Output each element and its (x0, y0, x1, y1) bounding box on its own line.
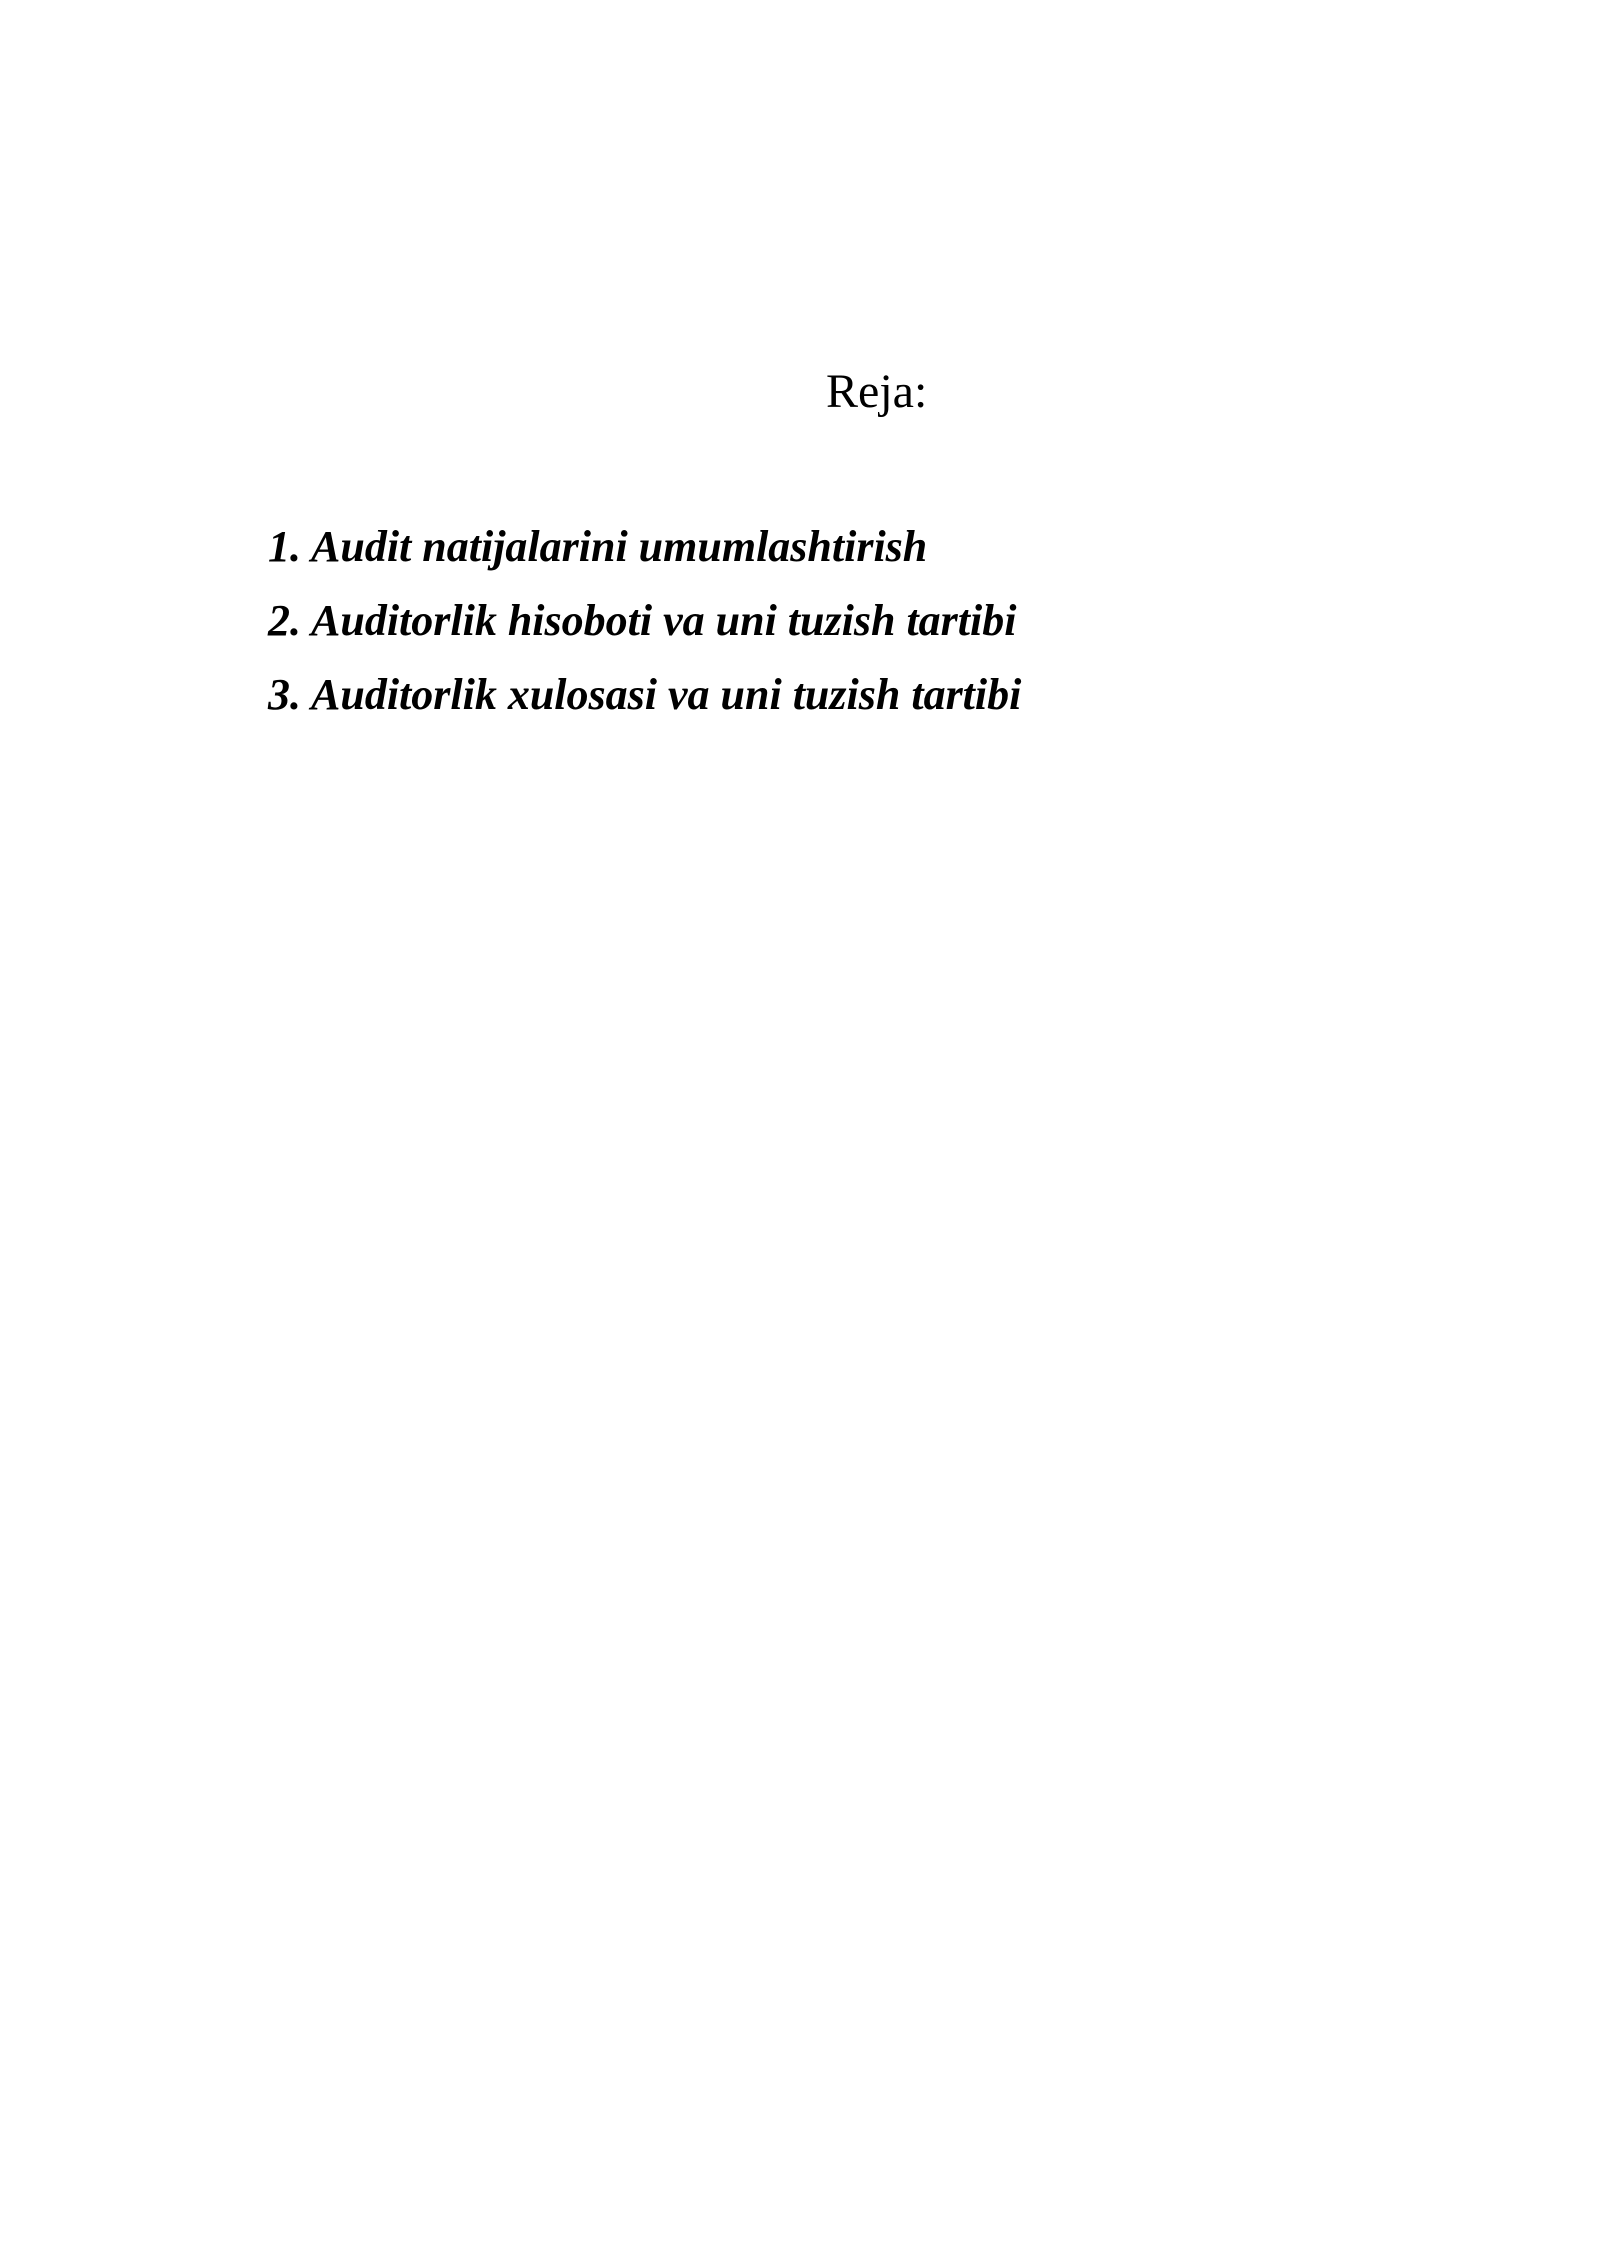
plan-item-number: 2. (268, 596, 301, 645)
plan-item-number: 3. (268, 670, 301, 719)
plan-item-text: Auditorlik xulosasi va uni tuzish tartibi (311, 670, 1022, 719)
page-heading: Reja: (826, 365, 928, 418)
plan-item-3 (268, 658, 1021, 732)
plan-list (268, 510, 1021, 732)
plan-item-number: 1. (268, 522, 301, 571)
plan-item-2 (268, 584, 1021, 658)
plan-item-text: Audit natijalarini umumlashtirish (311, 522, 928, 571)
plan-item-1 (268, 510, 1021, 584)
plan-item-text: Auditorlik hisoboti va uni tuzish tartibi (311, 596, 1017, 645)
